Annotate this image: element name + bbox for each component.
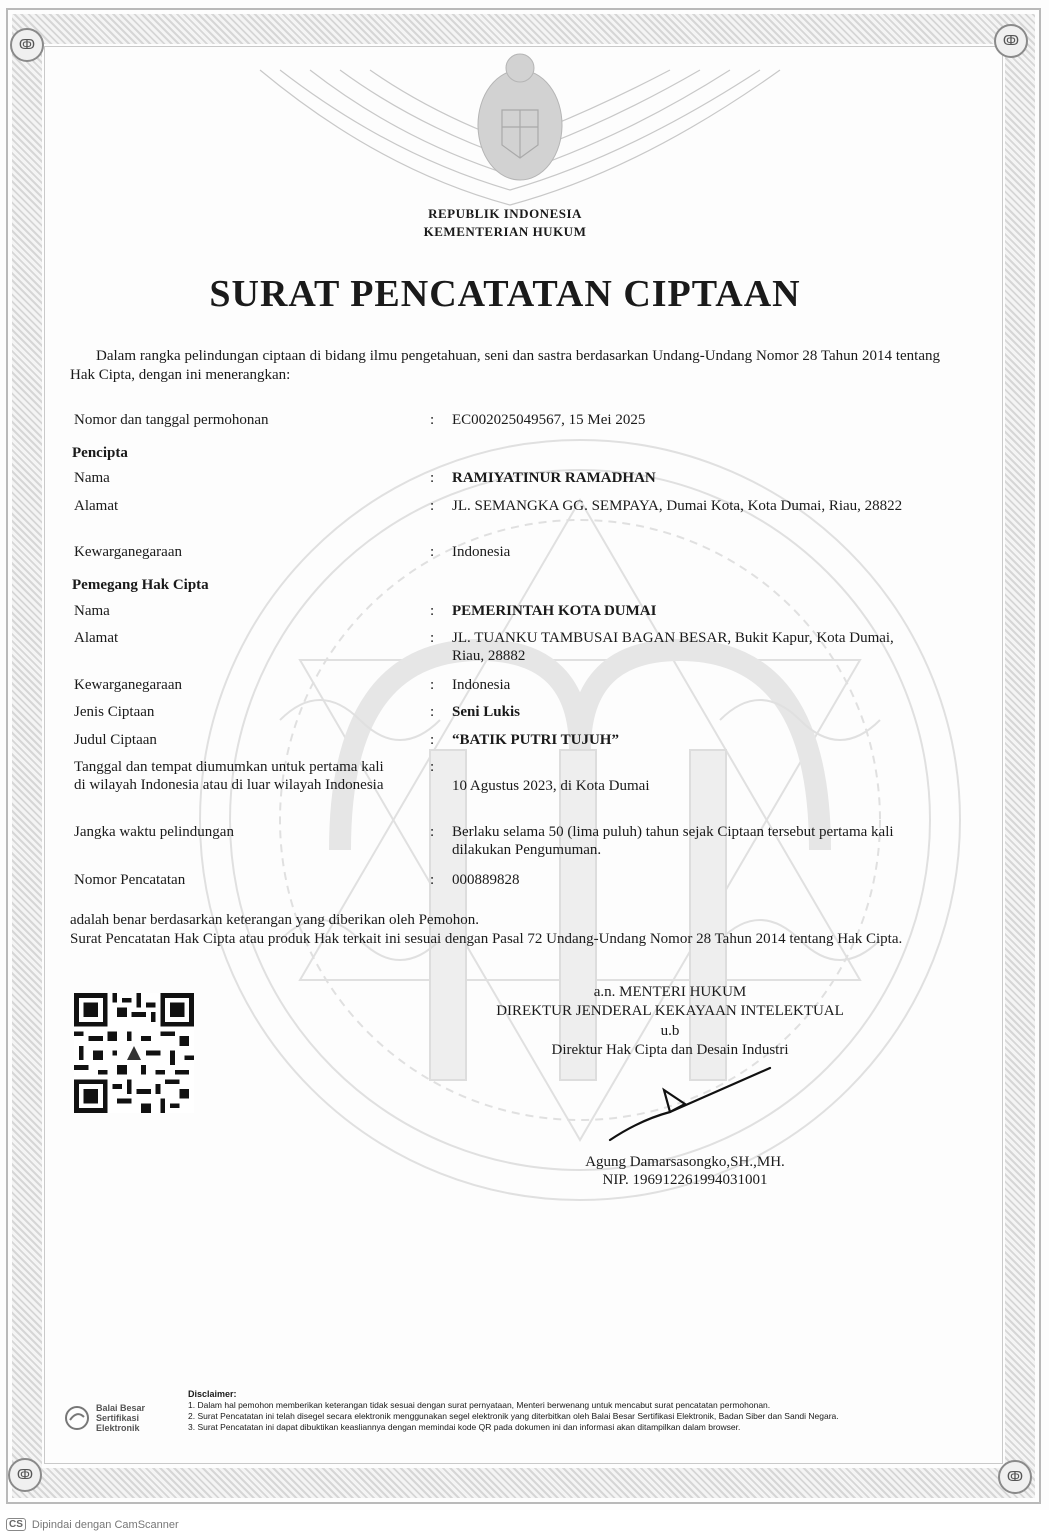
qr-code-icon[interactable] [74,993,194,1113]
disclaimer-item: 1. Dalam hal pemohon memberikan keterangan tidak sesuai dengan surat pernyataan, Menteri berwenang untuk mencabut surat pencatatan permohonan. [188,1400,771,1410]
document-title: SURAT PENCATATAN CIPTAAN [209,273,801,315]
colon: : [430,677,435,693]
pemegang-nama-value: PEMERINTAH KOTA DUMAI [452,603,657,619]
pemegang-heading: Pemegang Hak Cipta [72,577,209,593]
nomor-label: Nomor dan tanggal permohonan [74,412,269,428]
pencatatan-value: 000889828 [452,872,520,888]
closing-line-2: Surat Pencatatan Hak Cipta atau produk Hak terkait ini sesuai dengan Pasal 72 Undang-Undang Nomor 28 Tahun 2014 tentang Hak Cipta. [70,931,903,947]
colon: : [430,704,435,720]
ministry-heading: KEMENTERIAN HUKUM [423,224,587,239]
corner-ornament-icon: ↂ [994,24,1028,58]
colon: : [430,630,435,646]
intro-paragraph: Dalam rangka pelindungan ciptaan di bidang ilmu pengetahuan, seni dan sastra berdasarkan Undang-Undang Nomor 28 Tahun 2014 tentang Hak Cipta, dengan ini menerangkan: [70,348,940,383]
pemegang-warga-value: Indonesia [452,677,511,693]
colon: : [430,824,435,840]
disclaimer [188,1389,988,1433]
disclaimer-heading: Disclaimer: [188,1389,237,1399]
pencipta-alamat-value: JL. SEMANGKA GG. SEMPAYA, Dumai Kota, Kota Dumai, Riau, 28822 [452,498,903,514]
judul-label: Judul Ciptaan [74,732,157,748]
colon: : [430,732,435,748]
pencipta-warga-value: Indonesia [452,544,511,560]
pencipta-alamat-label: Alamat [74,498,119,514]
signature-an: a.n. MENTERI HUKUM [593,984,747,1000]
signature-direktur: Direktur Hak Cipta dan Desain Industri [551,1042,789,1058]
signature-ub: u.b [660,1023,680,1039]
colon: : [430,412,435,428]
bsre-line-1: Balai Besar [96,1403,146,1413]
closing-statement [70,911,950,949]
tanggal-label: Tanggal dan tempat diumumkan untuk pertama kali di wilayah Indonesia atau di luar wilayah Indonesia [74,759,384,793]
pemegang-warga-label: Kewarganegaraan [74,677,182,693]
jenis-value: Seni Lukis [452,704,520,720]
camscanner-footer [0,1510,1049,1539]
pencipta-warga-label: Kewarganegaraan [74,544,182,560]
pemegang-alamat-label: Alamat [74,630,119,646]
colon: : [430,544,435,560]
corner-ornament-icon: ↂ [10,28,44,62]
pemegang-nama-label: Nama [74,603,110,619]
corner-ornament-icon: ↂ [998,1460,1032,1494]
handwritten-signature-icon [600,1060,780,1145]
colon: : [430,603,435,619]
signatory-nip: NIP. 196912261994031001 [602,1172,768,1188]
bsre-logo [64,1398,174,1438]
camscanner-text: Dipindai dengan CamScanner [31,1518,179,1531]
colon: : [430,470,435,486]
tanggal-value: 10 Agustus 2023, di Kota Dumai [452,778,650,794]
bsre-line-3: Elektronik [96,1423,140,1433]
colon: : [430,498,435,514]
kemenkum-watermark-icon [180,420,980,1220]
garuda-emblem-icon [240,30,800,230]
republic-heading: REPUBLIK INDONESIA [428,206,582,221]
camscanner-badge: CS [6,1518,26,1531]
corner-ornament-icon: ↂ [8,1458,42,1492]
bsre-seal-icon [64,1405,90,1431]
pencipta-nama-value: RAMIYATINUR RAMADHAN [452,470,656,486]
jangka-label: Jangka waktu pelindungan [74,824,234,840]
signatory-name: Agung Damarsasongko,SH.,MH. [585,1154,785,1170]
nomor-value: EC002025049567, 15 Mei 2025 [452,412,646,428]
jangka-value: Berlaku selama 50 (lima puluh) tahun sejak Ciptaan tersebut pertama kali dilakukan Pengumuman. [452,824,894,858]
closing-line-1: adalah benar berdasarkan keterangan yang diberikan oleh Pemohon. [70,912,479,928]
colon: : [430,872,435,888]
bsre-line-2: Sertifikasi [96,1413,140,1423]
disclaimer-item: 2. Surat Pencatatan ini telah disegel secara elektronik menggunakan segel elektronik yang diterbitkan oleh Balai Besar Sertifikasi Elektronik, Badan Siber dan Sandi Negara. [188,1411,839,1421]
judul-value: “BATIK PUTRI TUJUH” [452,732,619,748]
disclaimer-item: 3. Surat Pencatatan ini dapat dibuktikan keasliannya dengan memindai kode QR pada dokumen ini dan informasi akan ditampilkan dalam browser. [188,1422,741,1432]
pencipta-heading: Pencipta [72,445,128,461]
signature-dirjen: DIREKTUR JENDERAL KEKAYAAN INTELEKTUAL [496,1003,844,1019]
colon: : [430,759,435,775]
pencipta-nama-label: Nama [74,470,110,486]
pemegang-alamat-value: JL. TUANKU TAMBUSAI BAGAN BESAR, Bukit Kapur, Kota Dumai, Riau, 28882 [452,630,894,664]
jenis-label: Jenis Ciptaan [74,704,155,720]
pencatatan-label: Nomor Pencatatan [74,872,186,888]
